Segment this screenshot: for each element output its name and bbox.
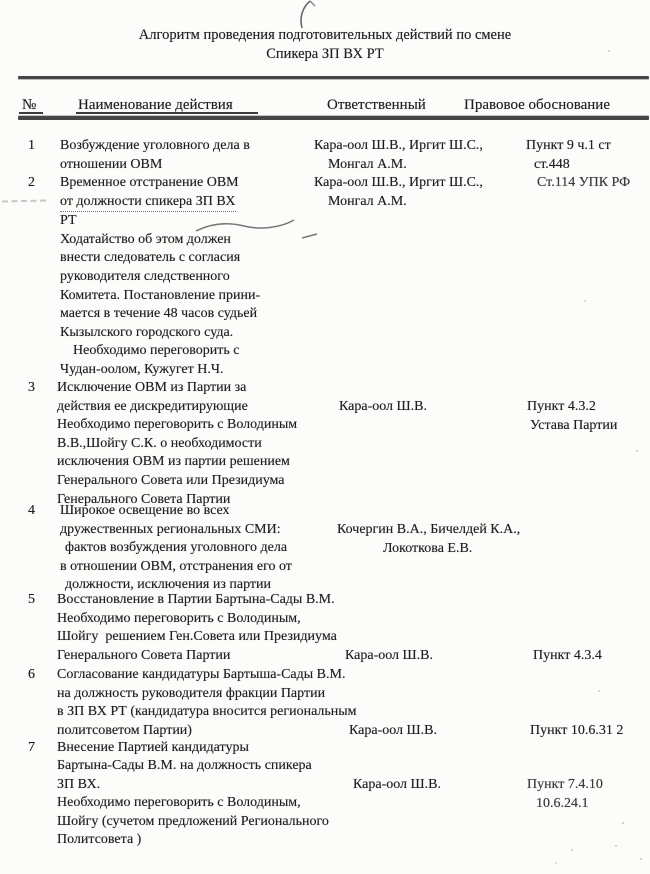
row-action	[60, 137, 250, 174]
row-legal-basis	[526, 137, 611, 174]
text-line: внести следователь с согласия	[60, 250, 241, 266]
text-line: Восстановление в Партии Бартына-Сады В.М.	[57, 592, 335, 607]
text-line: Необходимо переговорить с Володиным,	[57, 610, 301, 626]
text-line: политсоветом Партии)	[57, 722, 192, 738]
row-responsible	[314, 174, 483, 211]
text-line: В.В.,Шойгу С.К. о необходимости	[57, 435, 262, 451]
text-line: Шойгу (сучетом предложений Регионального	[57, 813, 329, 829]
text-line: РТ	[60, 213, 77, 229]
row-action	[57, 591, 337, 665]
text-line: Монгал А.М.	[328, 156, 407, 172]
text-line: Пункт 4.3.4	[533, 648, 602, 663]
text-line: Кочергин В.А., Бичелдей К.А.,	[337, 522, 521, 537]
text-line: Кара-оол Ш.В.	[345, 648, 434, 663]
text-line: Генерального Совета Партии	[57, 647, 231, 663]
text-line: мается в течение 48 часов судьей	[60, 306, 258, 322]
row-action	[60, 502, 292, 595]
row-action	[57, 379, 297, 509]
text-line: Пункт 4.3.2	[527, 399, 596, 414]
text-line: Шойгу решением Ген.Совета или Президиума	[57, 629, 337, 645]
text-line: Комитета. Постановление прини-	[60, 287, 261, 303]
row-number: 7	[28, 740, 35, 755]
text-line: ст.448	[534, 156, 570, 172]
text-line: Спикера ЗП ВХ РТ	[266, 46, 384, 62]
text-line: Генерального Совета Партии	[57, 491, 231, 507]
row-number: 5	[28, 592, 35, 607]
text-line: на должность руководителя фракции Партии	[57, 685, 326, 701]
text-line: Пункт 9 ч.1 ст	[526, 138, 611, 153]
text-line: Широкое освещение во всех	[60, 503, 230, 518]
row-responsible	[339, 398, 427, 417]
row-responsible	[353, 776, 441, 795]
text-line: Локоткова Е.В.	[383, 540, 473, 556]
text-line: Необходимо переговорить с Володиным	[57, 417, 298, 433]
text-line: в отношении ОВМ, отстранения его от	[60, 558, 292, 574]
row-legal-basis	[527, 776, 603, 813]
text-line: Ходатайство об этом должен	[60, 231, 231, 247]
text-line: Пункт 7.4.10	[527, 777, 603, 792]
row-number: 1	[28, 138, 35, 153]
row-action	[60, 174, 260, 380]
table-top-rule	[18, 76, 649, 79]
column-header-action: Наименование действия	[78, 97, 233, 113]
row-number: 2	[28, 175, 35, 190]
text-line: исключения ОВМ из партии решением	[57, 454, 290, 470]
text-line: Политсовета )	[57, 832, 142, 848]
row-legal-basis	[537, 174, 630, 193]
text-line: Кара-оол Ш.В.	[339, 399, 428, 414]
row-responsible	[314, 137, 483, 174]
text-line: Необходимо переговорить с	[73, 343, 240, 359]
text-line: Чудан-оолом, Кужугет Н.Ч.	[60, 361, 224, 377]
text-line: Генерального Совета или Президиума	[57, 472, 285, 488]
text-line: 10.6.24.1	[536, 795, 589, 811]
text-line: ЗП ВХ.	[57, 776, 101, 792]
table-header-rule	[18, 116, 649, 120]
text-line: действия ее дискредитирующие	[57, 398, 248, 414]
text-line: должности, исключения из партии	[65, 577, 272, 593]
text-line: Монгал А.М.	[328, 193, 407, 209]
text-line: Внесение Партией кандидатуры	[57, 740, 249, 755]
row-responsible	[337, 521, 520, 558]
text-line: Необходимо переговорить с Володиным,	[57, 795, 301, 811]
scan-noise-speckles	[0, 0, 2, 2]
column-header-legal: Правовое обоснование	[464, 97, 610, 113]
text-line: Пункт 10.6.31 2	[530, 723, 624, 738]
text-line: Ст.114 УПК РФ	[537, 175, 631, 190]
row-action	[57, 739, 329, 849]
text-line: Возбуждение уголовного дела в	[60, 138, 250, 153]
column-header-responsible: Ответственный	[327, 97, 426, 113]
text-line: отношении ОВМ	[60, 156, 163, 172]
text-line: Исключение ОВМ из Партии за	[57, 380, 247, 395]
row-legal-basis	[533, 647, 602, 666]
text-line: от должности спикера ЗП ВХ	[60, 193, 236, 213]
text-line: Кызылского городского суда.	[60, 324, 234, 340]
margin-dash-artifact	[2, 200, 46, 203]
row-number: 4	[28, 503, 35, 518]
row-legal-basis	[527, 398, 617, 435]
text-line: Временное отстранение ОВМ	[60, 175, 239, 190]
document-title	[0, 26, 650, 64]
row-responsible	[345, 647, 433, 666]
text-line: Бартына-Сады В.М. на должность спикера	[57, 758, 312, 774]
row-number: 3	[28, 380, 35, 395]
row-number: 6	[28, 667, 35, 682]
column-header-number: №	[22, 97, 37, 113]
row-action	[57, 666, 357, 740]
text-line: в ЗП ВХ РТ (кандидатура вносится региональным	[57, 704, 357, 720]
text-line: Кара-оол Ш.В.	[349, 723, 438, 738]
text-line: руководителя следственного	[60, 268, 230, 284]
text-line: Кара-оол Ш.В., Иргит Ш.С.,	[314, 175, 483, 190]
text-line: Устава Партии	[530, 417, 618, 433]
text-line: Алгоритм проведения подготовительных действий по смене	[138, 27, 512, 43]
row-legal-basis	[530, 722, 623, 741]
text-line: фактов возбуждения уголовного дела	[65, 540, 288, 556]
text-line: Кара-оол Ш.В., Иргит Ш.С.,	[314, 138, 483, 153]
text-line: дружественных региональных СМИ:	[60, 521, 281, 537]
text-line: Согласование кандидатуры Бартыша-Сады В.М.	[57, 667, 346, 682]
text-line: Кара-оол Ш.В.	[353, 777, 442, 792]
row-responsible	[349, 722, 437, 741]
